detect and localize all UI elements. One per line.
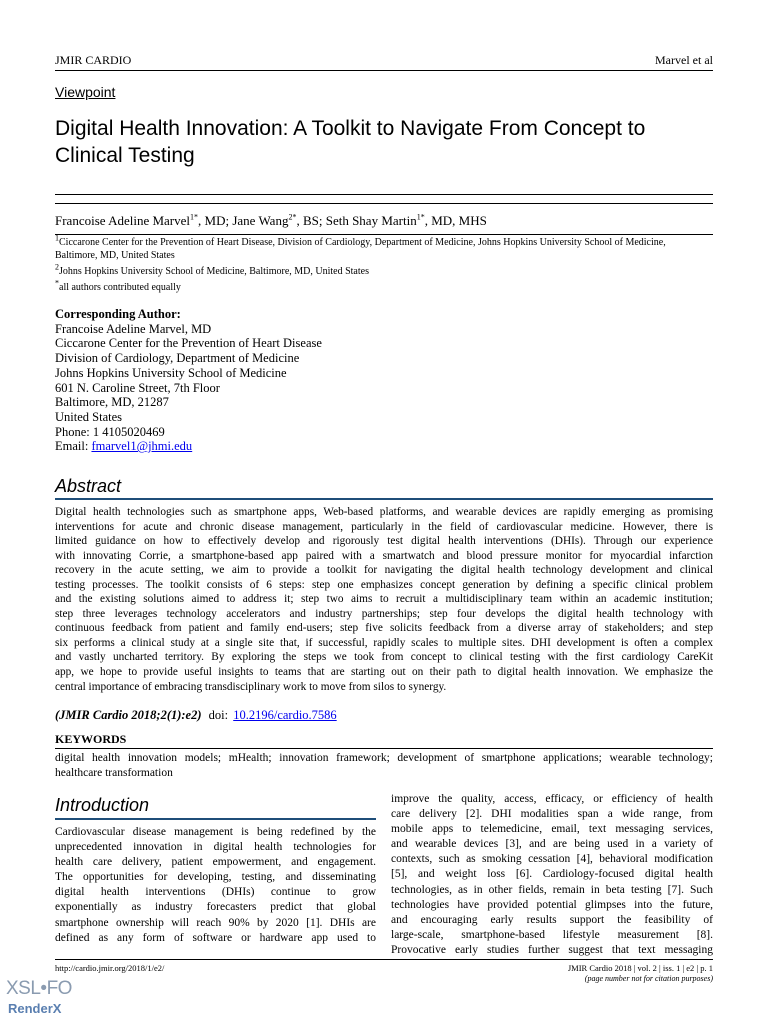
citation-line — [55, 708, 337, 723]
intro-line: defined as any form of software or hardware app used to — [55, 931, 376, 944]
title-line: Digital Health Innovation: A Toolkit to Navigate From Concept to — [55, 117, 646, 140]
abstract-line: testing processes. The toolkit consists of 6 steps: step one emphasizes concept generation by defining a specific clinical problem — [55, 578, 713, 591]
keywords-line: digital health innovation models; mHealth; innovation framework; development of smartphone applications; wearable technology; — [55, 752, 713, 764]
intro-line: contexts, such as smoking cessation [4], behavioral modification — [391, 853, 713, 866]
intro-line: exponentially as industry forecasters predict that global — [55, 901, 376, 914]
abstract-line: step three leverages technology accelerators and industry partnerships; step four develops the digital health technology with — [55, 607, 713, 620]
article-title — [55, 115, 645, 169]
article-type: Viewpoint — [55, 84, 116, 100]
intro-line: and wearable devices [3], and are being used in a variety of — [391, 838, 713, 851]
intro-line: and encouraging early results support the feasibility of — [391, 913, 713, 926]
abstract-line: continuous feedback from patient and family end-users; step five solicits feedback from a diverse array of stakeholders; and step — [55, 622, 713, 635]
abstract-rule — [55, 498, 713, 500]
abstract-line: app, we hope to provide useful insights to teams that are starting out on their path to digital health innovation. We emphasize the — [55, 666, 713, 679]
authors-rule — [55, 234, 713, 235]
abstract-line: recovery in the acute setting, we aim to provide a toolkit for navigating the digital health technology development and clinical — [55, 564, 713, 577]
introduction-right-column — [391, 792, 713, 958]
abstract-line: and vastly uncharted territory. By exploring the steps we took from concept to clinical testing with the first cardiology CareKit — [55, 651, 713, 664]
intro-line: health care delivery, patient empowerment, and engagement. — [55, 856, 376, 869]
corresponding-line: Johns Hopkins University School of Medicine — [55, 365, 287, 380]
introduction-heading: Introduction — [55, 795, 150, 815]
introduction-left-column — [55, 825, 376, 946]
author-name: Jane Wang — [232, 213, 289, 228]
author-name: Francoise Adeline Marvel — [55, 213, 191, 228]
affiliation-1-cont: Baltimore, MD, United States — [55, 250, 175, 261]
abstract-line: limited guidance on how to effectively develop and rigorously test digital health interventions (DHIs). Through our experience — [55, 535, 713, 548]
corresponding-email-row — [55, 439, 322, 454]
intro-line: The opportunities for developing, testing, and disseminating — [55, 871, 376, 884]
author-degree: , MD; — [198, 213, 233, 228]
abstract-line: and the existing solutions aimed to address it; step two aims to recruit a multidisciplinary team within an academic institution; — [55, 593, 713, 606]
author-affil-sup: 1* — [190, 212, 199, 222]
author-affil-sup: 2* — [288, 212, 297, 222]
affiliations — [55, 233, 715, 294]
abstract-line: central importance of embracing transdisciplinary work to move from silos to synergy. — [55, 680, 447, 693]
note-sup: * — [55, 278, 59, 288]
title-line: Clinical Testing — [55, 144, 195, 167]
abstract-line: with innovating Corrie, a smartphone-based app paired with a smartwatch and blood pressure monitor for myocardial infarction — [55, 549, 713, 562]
intro-line: [5], and weight loss [6]. Cardiology-focused digital health — [391, 868, 713, 881]
intro-line: technologies, as in other fields, remain in beta testing [7]. Such — [391, 883, 713, 896]
affiliation-sup: 1 — [55, 233, 59, 243]
abstract-line: interventions for acute and chronic disease management, particularly in the field of cardiovascular medicine. However, there is — [55, 520, 713, 533]
keywords-line: healthcare transformation — [55, 767, 173, 779]
corresponding-heading: Corresponding Author: — [55, 307, 181, 321]
abstract-line: Digital health technologies such as smartphone apps, Web-based platforms, and wearable devices are rapidly emerging as promising — [55, 506, 713, 518]
footer-journal-info: JMIR Cardio 2018 | vol. 2 | iss. 1 | e2 | p. 1 — [567, 963, 713, 973]
affiliation-text: Johns Hopkins University School of Medicine, Baltimore, MD, United States — [59, 266, 369, 277]
footer-url: http://cardio.jmir.org/2018/1/e2/ — [55, 963, 165, 973]
corresponding-line: Francoise Adeline Marvel, MD — [55, 321, 212, 336]
xslfo-watermark: XSL•FO — [6, 978, 72, 999]
footer-citation-note: (page number not for citation purposes) — [584, 974, 713, 983]
running-header-journal: JMIR CARDIO — [55, 53, 132, 67]
author-name: Seth Shay Martin — [325, 213, 417, 228]
corresponding-line: 601 N. Caroline Street, 7th Floor — [55, 380, 220, 395]
email-label: Email: — [55, 439, 92, 454]
intro-line: technologies have provided potential glimpses into the future, — [391, 898, 713, 911]
title-rule-top — [55, 194, 713, 195]
equal-contribution-note — [55, 278, 715, 294]
intro-line: Provocative early studies further suggest that text messaging — [391, 943, 713, 956]
title-rule-bottom — [55, 203, 713, 204]
intro-line: digital health interventions (DHIs) continue to grow — [55, 886, 376, 899]
affiliation-text: Ciccarone Center for the Prevention of Heart Disease, Division of Cardiology, Department of Medicine, Johns Hopkins University School of Medicine, — [59, 237, 666, 248]
intro-line: improve the quality, access, efficacy, or efficiency of health — [391, 793, 713, 805]
intro-line: care delivery [2]. DHI modalities span a wide range, from — [391, 808, 713, 821]
doi-link[interactable]: 10.2196/cardio.7586 — [233, 708, 337, 722]
affiliation-sup: 2 — [55, 262, 59, 272]
header-rule — [55, 70, 713, 71]
keywords-rule — [55, 748, 713, 749]
corresponding-author — [55, 307, 322, 454]
author-list — [55, 213, 487, 229]
corresponding-line: Division of Cardiology, Department of Medicine — [55, 351, 300, 366]
intro-line: smartphone ownership will reach 90% by 2020 [1]. DHIs are — [55, 916, 376, 929]
intro-line: large-scale, smartphone-based lifestyle measurement [8]. — [391, 928, 713, 941]
doi-label: doi: — [208, 708, 229, 722]
keywords-heading: KEYWORDS — [55, 732, 127, 746]
author-affil-sup: 1* — [416, 212, 425, 222]
email-link[interactable]: fmarvel1@jhmi.edu — [91, 439, 193, 454]
note-text: all authors contributed equally — [59, 282, 181, 293]
introduction-rule — [55, 818, 376, 820]
corresponding-line: United States — [55, 409, 123, 424]
renderx-watermark: RenderX — [8, 1001, 62, 1016]
intro-line: mobile apps to telemedicine, email, text messaging services, — [391, 823, 713, 836]
keywords-body — [55, 751, 713, 781]
author-degree: , MD, MHS — [424, 213, 487, 228]
intro-line: Cardiovascular disease management is being redefined by the — [55, 826, 376, 838]
abstract-line: six performs a clinical study at a single site that, if successful, rapidly scales to multiple sites. DHI development is often a complex — [55, 636, 713, 649]
affiliation-1 — [55, 233, 715, 249]
running-header-authors: Marvel et al — [655, 53, 713, 67]
corresponding-line: Phone: 1 4105020469 — [55, 424, 165, 439]
corresponding-line: Baltimore, MD, 21287 — [55, 395, 169, 410]
footer-rule — [55, 959, 713, 960]
affiliation-2 — [55, 262, 715, 278]
abstract-body — [55, 505, 713, 694]
corresponding-line: Ciccarone Center for the Prevention of Heart Disease — [55, 336, 322, 351]
intro-line: unprecedented innovation in digital health technologies for — [55, 841, 376, 854]
citation-text: (JMIR Cardio 2018;2(1):e2) — [55, 708, 202, 722]
author-degree: , BS; — [296, 213, 326, 228]
abstract-heading: Abstract — [55, 476, 122, 496]
